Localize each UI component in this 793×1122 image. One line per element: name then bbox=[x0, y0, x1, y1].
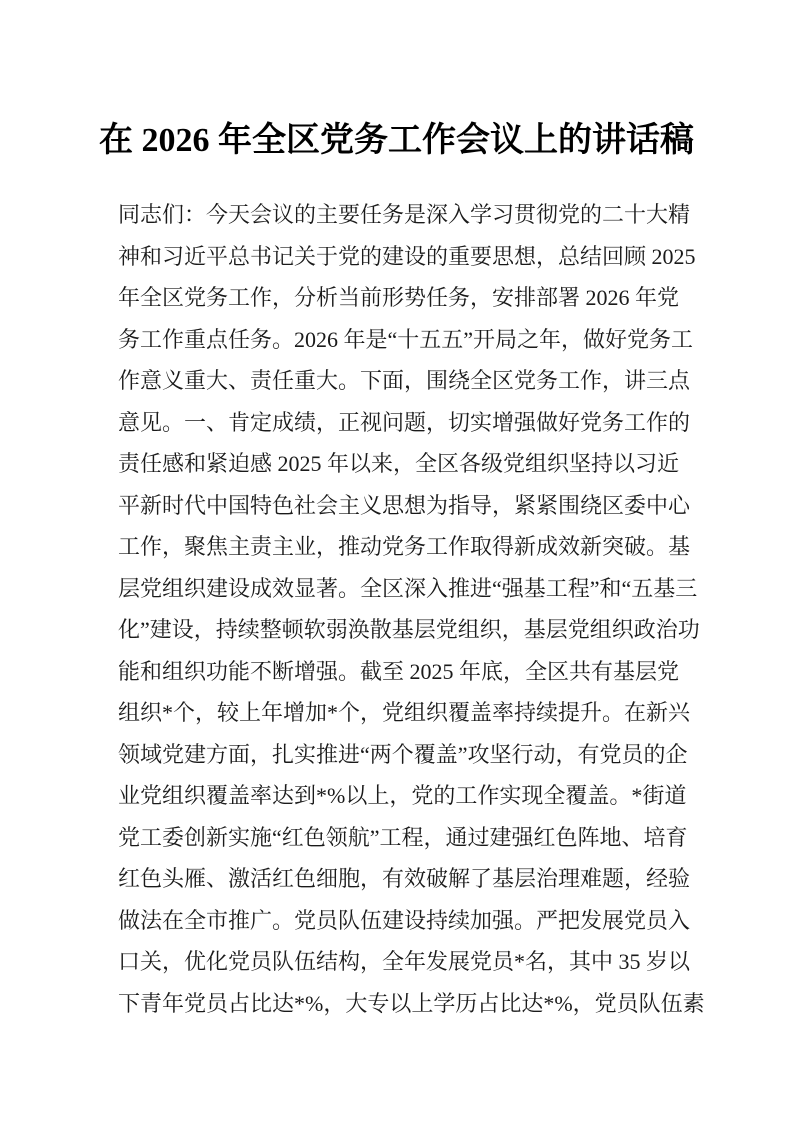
document-body bbox=[118, 194, 705, 1024]
text-line: 口关，优化党员队伍结构，全年发展党员*名，其中 35 岁以 bbox=[118, 949, 691, 974]
text-line: 做法在全市推广。党员队伍建设持续加强。严把发展党员入 bbox=[118, 907, 691, 933]
text-line: 神和习近平总书记关于党的建设的重要思想，总结回顾 2025 bbox=[118, 243, 696, 269]
text-line: 领域党建方面，扎实推进“两个覆盖”攻坚行动，有党员的企 bbox=[118, 741, 688, 767]
text-line: 红色头雁、激活红色细胞，有效破解了基层治理难题，经验 bbox=[118, 866, 691, 891]
text-line: 年全区党务工作，分析当前形势任务，安排部署 2026 年党 bbox=[118, 285, 680, 310]
text-line: 意见。一、肯定成绩，正视问题，切实增强做好党务工作的 bbox=[118, 409, 691, 435]
text-line: 业党组织覆盖率达到*%以上，党的工作实现全覆盖。*街道 bbox=[118, 783, 687, 808]
text-line: 平新时代中国特色社会主义思想为指导，紧紧围绕区委中心 bbox=[118, 492, 691, 518]
text-line: 工作，聚焦主责主业，推动党务工作取得新成效新突破。基 bbox=[118, 534, 691, 559]
document-title: 在 2026 年全区党务工作会议上的讲话稿 bbox=[99, 122, 694, 159]
text-line: 能和组织功能不断增强。截至 2025 年底，全区共有基层党 bbox=[118, 658, 680, 684]
text-line: 作意义重大、责任重大。下面，围绕全区党务工作，讲三点 bbox=[118, 368, 691, 393]
text-line: 党工委创新实施“红色领航”工程，通过建强红色阵地、培育 bbox=[118, 824, 688, 850]
text-line: 务工作重点任务。2026 年是“十五五”开局之年，做好党务工 bbox=[118, 326, 694, 352]
text-line: 下青年党员占比达*%，大专以上学历占比达*%，党员队伍素 bbox=[118, 990, 705, 1016]
text-line: 化”建设，持续整顿软弱涣散基层党组织，基层党组织政治功 bbox=[118, 617, 700, 642]
text-line: 组织*个，较上年增加*个，党组织覆盖率持续提升。在新兴 bbox=[118, 700, 691, 725]
text-line: 同志们：今天会议的主要任务是深入学习贯彻党的二十大精 bbox=[118, 202, 691, 227]
text-line: 责任感和紧迫感 2025 年以来，全区各级党组织坚持以习近 bbox=[118, 451, 680, 476]
text-line: 层党组织建设成效显著。全区深入推进“强基工程”和“五基三 bbox=[118, 575, 698, 601]
